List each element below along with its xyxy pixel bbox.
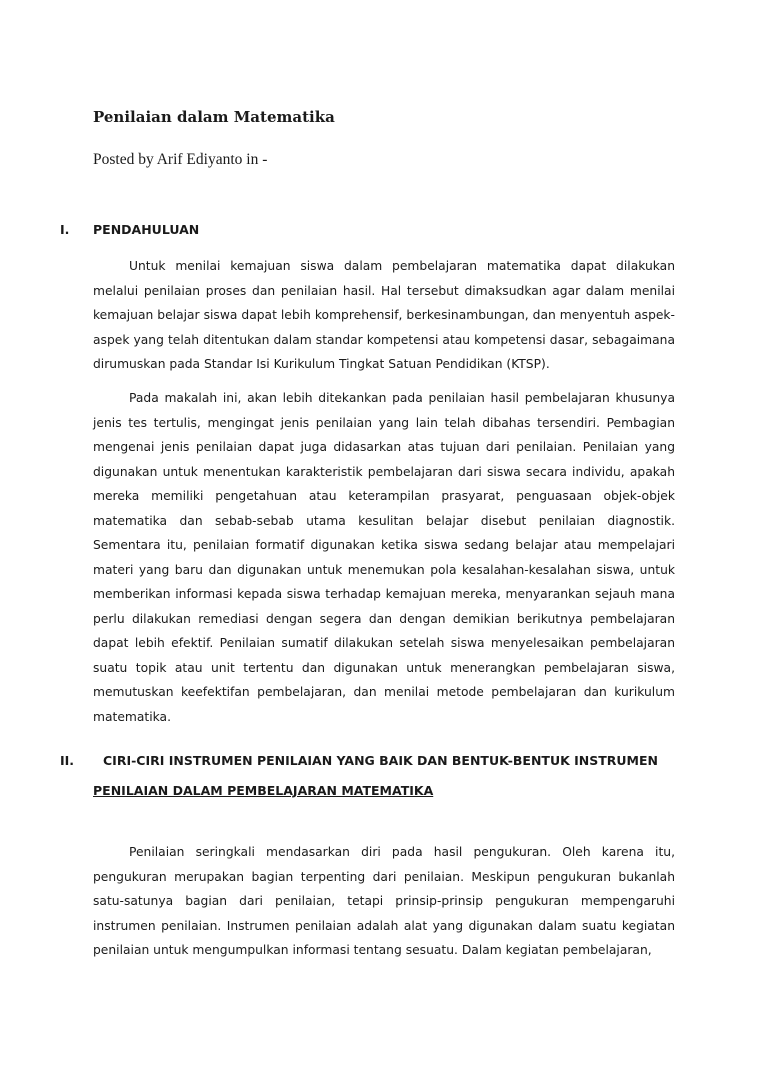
section-heading-line: CIRI-CIRI INSTRUMEN PENILAIAN YANG BAIK DAN BENTUK-BENTUK INSTRUMEN: [103, 753, 658, 768]
article-byline: Posted by Arif Ediyanto in -: [93, 151, 268, 168]
paragraph: Pada makalah ini, akan lebih ditekankan pada penilaian hasil pembelajaran khusunya jenis tes tertulis, mengingat jenis penilaian yang lain telah dibahas tersendiri. Pembagian mengenai jenis penilaian dapat juga didasarkan atas tujuan dari penilaian. Penilaian yang digunakan untuk menentukan karakteristik pembelajaran dari siswa secara individu, apakah mereka memiliki pengetahuan atau keterampilan prasyarat, penguasaan objek-objek matematika dan sebab-sebab utama kesulitan belajar disebut penilaian diagnostik. Sementara itu, penilaian formatif digunakan ketika siswa sedang belajar atau mempelajari materi yang baru dan digunakan untuk menemukan pola kesalahan-kesalahan siswa, untuk memberikan informasi kepada siswa terhadap kemajuan mereka, menyarankan sejauh mana perlu dilakukan remediasi dengan segera dan dengan demikian berikutnya pembelajaran dapat lebih efektif. Penilaian sumatif dilakukan setelah siswa menyelesaikan pembelajaran suatu topik atau unit tertentu dan digunakan untuk menerangkan pembelajaran siswa, memutuskan keefektifan pembelajaran, dan menilai metode pembelajaran dan kurikulum matematika.: [93, 391, 675, 724]
section-heading: PENDAHULUAN: [93, 222, 200, 237]
paragraph: Penilaian seringkali mendasarkan diri pada hasil pengukuran. Oleh karena itu, pengukuran merupakan bagian terpenting dari penilaian. Meskipun pengukuran bukanlah satu-satunya bagian dari penilaian, tetapi prinsip-prinsip pengukuran mempengaruhi instrumen penilaian. Instrumen penilaian adalah alat yang digunakan dalam suatu kegiatan penilaian untuk mengumpulkan informasi tentang sesuatu. Dalam kegiatan pembelajaran,: [93, 845, 675, 957]
section-heading-line: PENILAIAN DALAM PEMBELAJARAN MATEMATIKA: [93, 783, 434, 798]
section-number: I.: [60, 222, 70, 237]
section-heading: [93, 746, 675, 806]
article-title: Penilaian dalam Matematika: [93, 108, 335, 126]
section-number: II.: [60, 753, 75, 768]
paragraph: Untuk menilai kemajuan siswa dalam pembelajaran matematika dapat dilakukan melalui penilaian proses dan penilaian hasil. Hal tersebut dimaksudkan agar dalam menilai kemajuan belajar siswa dapat lebih komprehensif, berkesinambungan, dan menyentuh aspek-aspek yang telah ditentukan dalam standar kompetensi atau kompetensi dasar, sebagaimana dirumuskan pada Standar Isi Kurikulum Tingkat Satuan Pendidikan (KTSP).: [93, 259, 675, 371]
